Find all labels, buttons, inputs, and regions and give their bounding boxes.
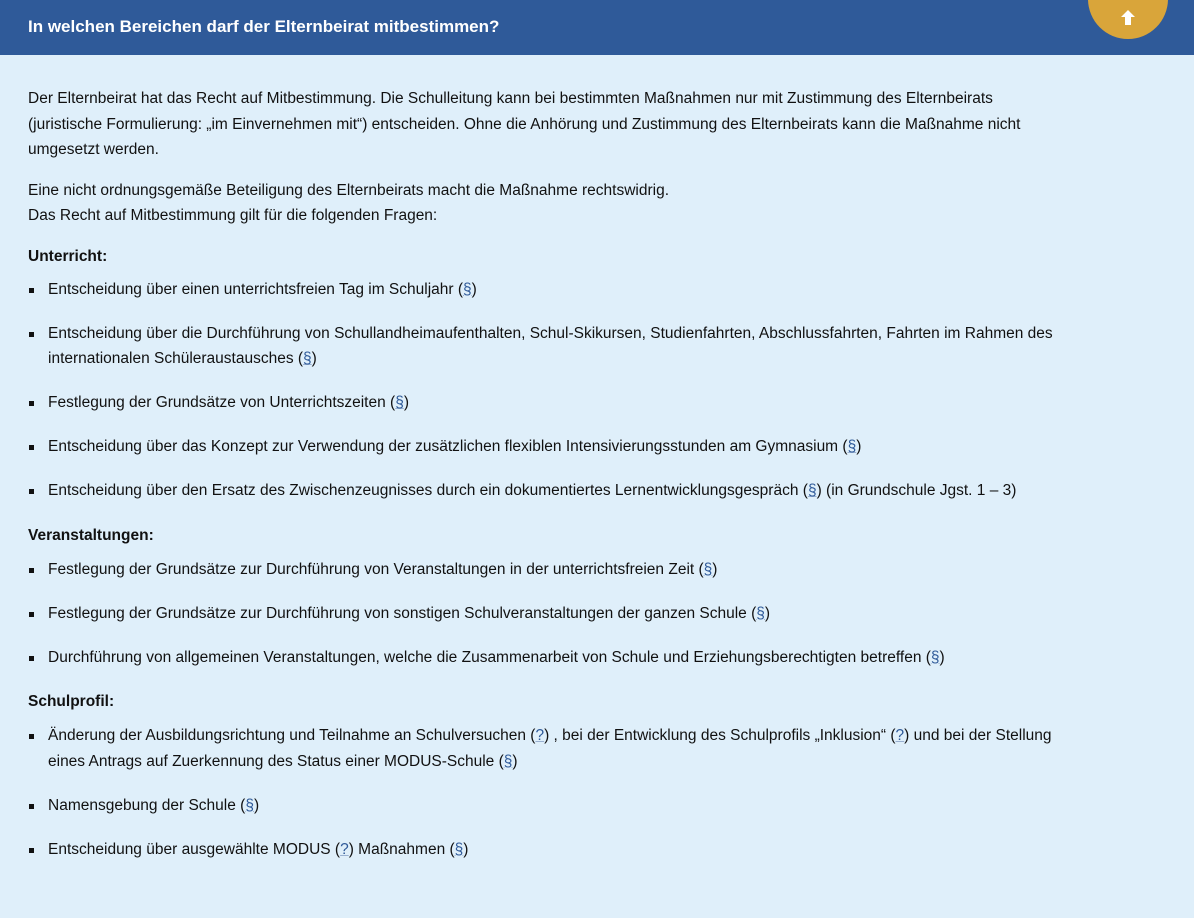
intro-line-2: Das Recht auf Mitbestimmung gilt für die folgenden Fragen: [28,207,438,224]
list-item-text: Festlegung der Grundsätze von Unterrichtszeiten [48,394,386,411]
paragraph-link[interactable]: § [756,604,765,622]
list-item-text: Entscheidung über den Ersatz des Zwischenzeugnisses durch ein dokumentiertes Lernentwicklungsgespräch [48,482,799,499]
intro-line-1: Eine nicht ordnungsgemäße Beteiligung des Elternbeirats macht die Maßnahme rechtswidrig. [28,181,670,199]
section-heading-veranstaltungen: Veranstaltungen: [28,526,154,544]
paragraph-link[interactable]: § [245,796,254,814]
info-link[interactable]: ? [340,840,349,858]
list-item: Entscheidung über das Konzept zur Verwendung der zusätzlichen flexiblen Intensivierungsstunden am Gymnasium (§) [28,434,1068,460]
page-title: In welchen Bereichen darf der Elternbeirat mitbestimmen? [28,17,500,36]
paragraph-link[interactable]: § [930,648,940,666]
list-item-text: Durchführung von allgemeinen Veranstaltungen, welche die Zusammenarbeit von Schule und Erziehungsberechtigten betreffen [48,648,922,666]
list-item: Festlegung der Grundsätze zur Durchführung von Veranstaltungen in der unterrichtsfreien Zeit (§) [28,557,1068,583]
paragraph-link[interactable]: § [454,840,464,858]
veranstaltungen-list [28,557,1068,671]
list-item-text: Entscheidung über das Konzept zur Verwendung der zusätzlichen flexiblen Intensivierungsstunden am Gymnasium [48,438,839,455]
paragraph-link[interactable]: § [703,560,713,578]
list-item: Entscheidung über einen unterrichtsfreien Tag im Schuljahr (§) [28,277,1068,303]
paragraph-link[interactable]: § [395,394,404,411]
section-heading-unterricht: Unterricht: [28,247,108,265]
list-item: Durchführung von allgemeinen Veranstaltungen, welche die Zusammenarbeit von Schule und Erziehungsberechtigten betreffen (§) [28,645,1068,671]
list-item: Entscheidung über die Durchführung von Schullandheimaufenthalten, Schul-Skikursen, Studienfahrten, Abschlussfahrten, Fahrten im Rahmen des internationalen Schüleraustausches (§) [28,321,1068,372]
back-to-top-button[interactable] [1088,0,1168,39]
list-item: Namensgebung der Schule (§) [28,793,1068,819]
list-item-text: und bei der Stellung eines Antrags auf Zuerkennung des Status einer MODUS-Schule [48,727,1052,770]
intro-paragraph: Der Elternbeirat hat das Recht auf Mitbestimmung. Die Schulleitung kann bei bestimmten Maßnahmen nur mit Zustimmung des Elternbeirats (juristische Formulierung: „im Einvernehmen mit“) entscheiden. Ohne die Anhörung und Zustimmung des Elternbeirats kann die Maßnahme nicht umgesetzt werden. [28,90,1021,158]
list-item: Entscheidung über den Ersatz des Zwischenzeugnisses durch ein dokumentiertes Lernentwicklungsgespräch (§) (in Grundschule Jgst. 1 – 3) [28,478,1068,504]
paragraph-link[interactable]: § [503,752,513,770]
list-item-text: , bei der Entwicklung des Schulprofils „Inklusion“ [553,727,887,744]
list-item-text: Änderung der Ausbildungsrichtung und Teilnahme an Schulversuchen [48,727,526,744]
unterricht-list [28,277,1068,504]
list-item-text: Entscheidung über einen unterrichtsfreien Tag im Schuljahr [48,280,454,298]
list-item-text: Maßnahmen [358,840,446,858]
arrow-up-icon [1121,10,1135,25]
page-header [0,0,1194,55]
list-item-suffix: (in Grundschule Jgst. 1 – 3) [826,482,1017,499]
list-item-text: Festlegung der Grundsätze zur Durchführung von sonstigen Schulveranstaltungen der ganzen Schule [48,604,747,622]
schulprofil-list [28,723,1068,862]
paragraph-link[interactable]: § [463,280,472,298]
paragraph-link[interactable]: § [303,350,312,367]
list-item: Entscheidung über ausgewählte MODUS (?) Maßnahmen (§) [28,837,1068,863]
list-item: Festlegung der Grundsätze von Unterrichtszeiten (§) [28,390,1068,416]
info-link[interactable]: ? [895,727,905,744]
article-content [28,86,1068,881]
info-link[interactable]: ? [535,727,545,744]
list-item: Festlegung der Grundsätze zur Durchführung von sonstigen Schulveranstaltungen der ganzen Schule (§) [28,601,1068,627]
section-heading-schulprofil: Schulprofil: [28,693,115,710]
list-item-text: Festlegung der Grundsätze zur Durchführung von Veranstaltungen in der unterrichtsfreien Zeit [48,560,695,578]
intro-paragraph-2 [28,178,1068,229]
list-item-text: Entscheidung über die Durchführung von Schullandheimaufenthalten, Schul-Skikursen, Studienfahrten, Abschlussfahrten, Fahrten im Rahmen des internationalen Schüleraustausches [48,324,1053,367]
list-item-text: Entscheidung über ausgewählte MODUS [48,840,331,858]
list-item-text: Namensgebung der Schule [48,796,236,814]
paragraph-link[interactable]: § [847,438,857,455]
paragraph-link[interactable]: § [807,482,817,499]
list-item: Änderung der Ausbildungsrichtung und Teilnahme an Schulversuchen (?) , bei der Entwicklung des Schulprofils „Inklusion“ (?) und bei der Stellung eines Antrags auf Zuerkennung des Status einer MODUS-Schule (§) [28,723,1068,774]
